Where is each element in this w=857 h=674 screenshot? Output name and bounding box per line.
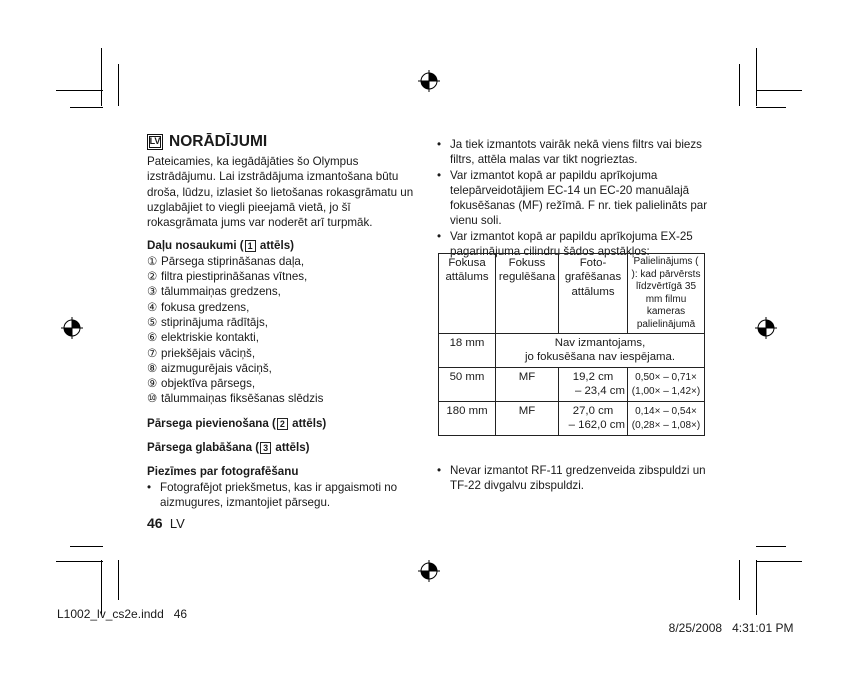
parts-heading: Daļu nosaukumi ( 1 attēls) [147, 239, 295, 253]
registration-mark-icon [755, 317, 777, 339]
registration-mark-icon [418, 70, 440, 92]
title-text: NORĀDĪJUMI [169, 133, 268, 150]
table-header-row [439, 254, 705, 334]
table-cell: 27,0 cm – 162,0 cm [559, 401, 628, 435]
header-cell: Fokuss regulēšana [496, 254, 559, 334]
list-item: ③ tālummaiņas gredzens, [147, 285, 281, 299]
crop-mark [739, 560, 740, 600]
table-cell: 0,50× – 0,71× (1,00× – 1,42×) [628, 367, 705, 401]
parts-list [147, 254, 422, 407]
crop-mark [756, 90, 802, 91]
list-item: ④ fokusa gredzens, [147, 300, 250, 314]
crop-mark [70, 107, 103, 108]
list-item: ⑦ priekšējais vāciņš, [147, 346, 256, 360]
crop-mark [756, 546, 786, 547]
left-column [147, 132, 422, 510]
header-cell: Foto-grafēšanas attālums [559, 254, 628, 334]
list-item: ⑨ objektīva pārsegs, [147, 377, 256, 391]
table-row [439, 367, 705, 401]
crop-mark [101, 48, 102, 106]
list-item: ⑧ aizmugurējais vāciņš, [147, 361, 272, 375]
right-column [437, 137, 712, 259]
intro-paragraph: Pateicamies, ka iegādājāties šo Olympus izstrādājumu. Lai izstrādājuma izmantošana būtu droša, lūdzu, izlasiet šo lietošanas rokasgrāmatu un uzglabājiet to viegli pieejamā vietā, jo šī rokasgrāmata jums var noderēt arī turpmāk. [147, 155, 414, 230]
header-cell: Fokusa attālums [439, 254, 496, 334]
crop-mark [756, 107, 786, 108]
extension-tube-table [438, 253, 705, 436]
crop-mark [70, 546, 103, 547]
page-number: 46 LV [147, 515, 185, 531]
table-cell: 180 mm [439, 401, 496, 435]
footer-timestamp: 8/25/2008 4:31:01 PM [668, 621, 794, 635]
crop-mark [756, 48, 757, 106]
table-row [439, 401, 705, 435]
crop-mark [118, 560, 119, 600]
page-title [147, 132, 422, 152]
hood-attach-heading: Pārsega pievienošana ( 2 attēls) [147, 416, 327, 430]
table-cell: Nav izmantojams, jo fokusēšana nav iespējama. [496, 334, 705, 368]
list-item: ⑤ stiprinājuma rādītājs, [147, 315, 268, 329]
footer-file: L1002_lv_cs2e.indd 46 [57, 607, 188, 621]
list-item: • Var izmantot kopā ar papildu aprīkojuma EX-25 pagarinājuma cilindru šādos apstākļos: [437, 229, 693, 259]
table-cell: 0,14× – 0,54× (0,28× – 1,08×) [628, 401, 705, 435]
list-item: ② filtra piestiprināšanas vītnes, [147, 270, 308, 284]
table-cell: MF [496, 401, 559, 435]
table-cell: MF [496, 367, 559, 401]
list-item: ⑥ elektriskie kontakti, [147, 331, 259, 345]
table-cell: 50 mm [439, 367, 496, 401]
crop-mark [756, 561, 802, 562]
registration-mark-icon [418, 560, 440, 582]
table-row [439, 334, 705, 368]
crop-mark [56, 561, 103, 562]
crop-mark [56, 90, 103, 91]
list-item: ① Pārsega stiprināšanas daļa, [147, 254, 305, 268]
list-item: • Ja tiek izmantots vairāk nekā viens filtrs vai biezs filtrs, attēla malas var tikt nogrieztas. [437, 138, 702, 167]
crop-mark [739, 64, 740, 106]
list-item: • Var izmantot kopā ar papildu aprīkojuma telepārveidotājiem EC-14 un EC-20 manuālajā fokusēšanas (MF) režīmā. F nr. tiek palielināts par vienu soli. [437, 168, 708, 228]
crop-mark [118, 64, 119, 106]
list-item: ⑩ tālummaiņas fiksēšanas slēdzis [147, 392, 324, 406]
notes-heading: Piezīmes par fotografēšanu [147, 465, 299, 479]
language-badge: LV [147, 134, 163, 150]
table-cell: 18 mm [439, 334, 496, 368]
table-cell: 19,2 cm – 23,4 cm [559, 367, 628, 401]
list-item: • Fotografējot priekšmetus, kas ir apgaismoti no aizmugures, izmantojiet pārsegu. [147, 480, 398, 509]
list-item: • Nevar izmantot RF-11 gredzenveida zibspuldzi un TF-22 divgalvu zibspuldzi. [437, 464, 706, 493]
hood-store-heading: Pārsega glabāšana ( 3 attēls) [147, 441, 310, 455]
header-cell: Palielinājums ( ): kad pārvērsts līdzvērtīgā 35 mm filmu kameras palielinājumā [628, 254, 705, 334]
registration-mark-icon [61, 317, 83, 339]
